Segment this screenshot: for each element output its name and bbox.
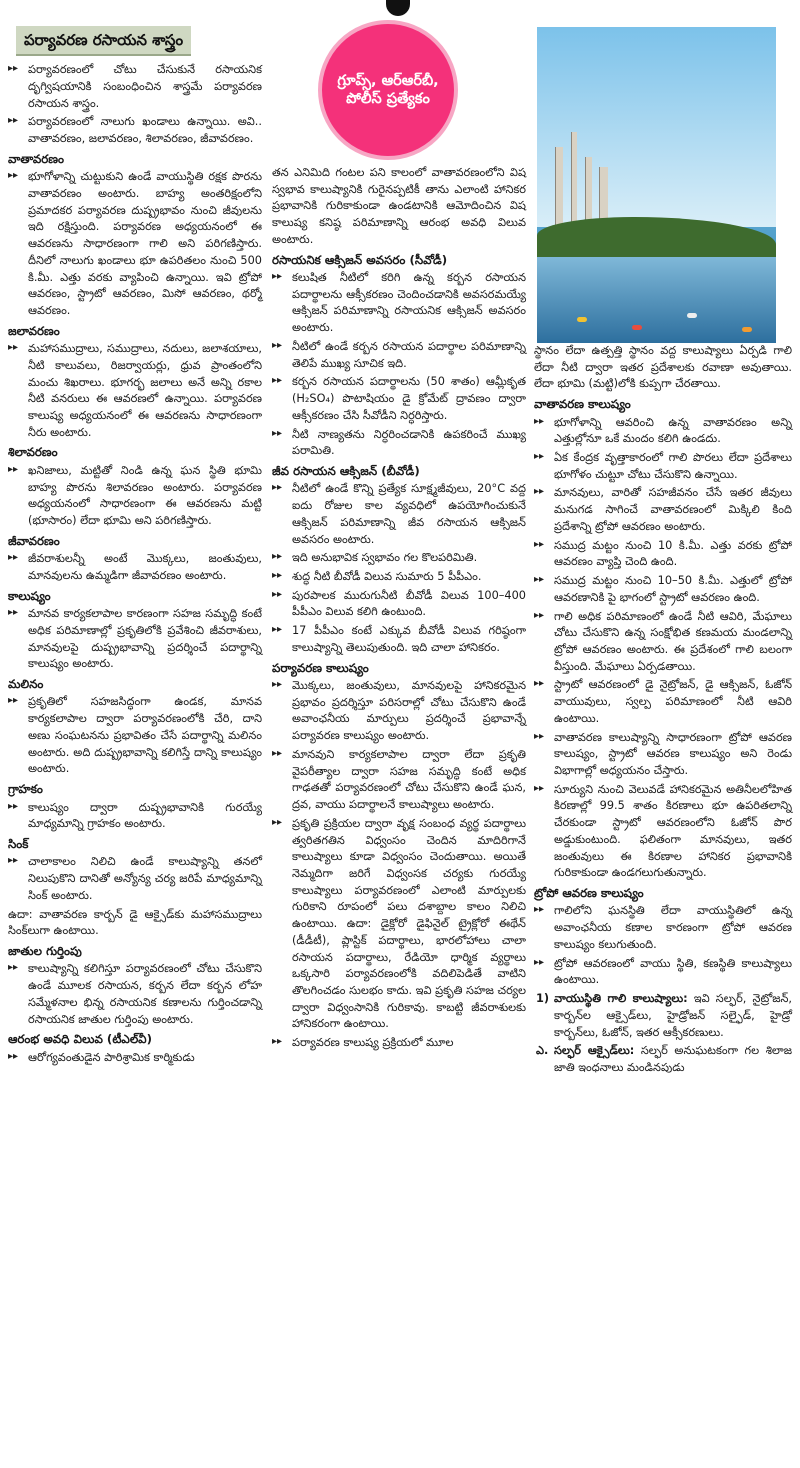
column-3 (534, 343, 792, 1079)
bullet-item (272, 678, 526, 745)
double-arrow-bullet-icon: ▸▸ (534, 782, 545, 794)
column-2 (272, 165, 526, 1054)
bullet-text: ఇది అనుభావిక స్వభావం గల కొలపరిమితి. (292, 551, 478, 565)
bullet-text: మానవులు, వారితో సహజీవనం చేసే ఇతర జీవులు మనుగడ సాగించే వాతావరణంలో మిక్కిలి కింది ప్రదేశాన్ని ట్రోపో ఆవరణం అంటారు. (554, 486, 792, 533)
bullet-text: స్ట్రాటో ఆవరణంలో డై నైట్రోజన్, డై ఆక్సిజన్, ఓజోన్ వాయువులు, స్వల్ప పరిమాణంలో నీటి ఆవిరి ఉంటాయి. (554, 678, 792, 725)
bullet-item (8, 606, 262, 673)
bullet-item (8, 800, 262, 833)
bullet-text: శుద్ధ నీటి బీవోడీ విలువ సుమారు 5 పీపీఎం. (292, 570, 482, 583)
page-title: పర్యావరణ రసాయన శాస్త్రం (16, 26, 191, 56)
section-heading: రసాయనిక ఆక్సిజన్ అవసరం (సీవోడీ) (272, 252, 448, 267)
bullet-text: కాలుష్యాన్ని కలిగిస్తూ పర్యావరణంలో చోటు చేసుకొని ఉండే మూలక రసాయన, కర్బన లేదా కర్బన లోహ సమ్మేళనాల భిన్న రసాయనిక కణాలను గుర్తించడాన్ని రసాయనిక జాతుల గుర్తింపు అంటారు. (28, 962, 262, 1026)
bullet-item (534, 956, 792, 989)
bullet-item (534, 609, 792, 676)
double-arrow-bullet-icon: ▸▸ (272, 570, 283, 581)
bullet-item (8, 961, 262, 1028)
bullet-item (272, 816, 526, 1033)
section-heading: కాలుష్యం (8, 588, 51, 603)
section-heading: ట్రోపో ఆవరణ కాలుష్యం (534, 886, 644, 901)
numbered-item (534, 1043, 792, 1076)
bullet-text: పర్యావరణంలో చోటు చేసుకునే రసాయనిక దృగ్విషయానికి సంబంధించిన శాస్త్రమే పర్యావరణ రసాయన శాస్త్రం. (28, 63, 262, 110)
bullet-text: చాలాకాలం నిలిచి ఉండే కాలుష్యాన్ని తనలో నిలుపుకొని దానితో అన్యోన్య చర్య జరిపే మాధ్యమాన్ని సింక్ అంటారు. (28, 855, 262, 902)
paragraph: తన ఎనిమిది గంటల పని కాలంలో వాతావరణంలోని విష స్వభావ కాలుష్యానికి గురైనప్పటికీ తాను ఎలాంటి హానికర ప్రభావానికి గురికాకుండా ఉండటానికి ఆమోదించిన విష కాలుష్య కనిష్ఠ పరిమాణాన్ని ఆరంభ అవధి విలువ అంటారు. (272, 166, 526, 246)
bullet-text: ఆరోగ్యవంతుడైన పారిశ్రామిక కార్మికుడు (28, 1050, 195, 1064)
double-arrow-bullet-icon: ▸▸ (534, 956, 545, 968)
item-number: 1) (536, 992, 550, 1006)
bullet-item (8, 463, 262, 530)
bullet-item (534, 538, 792, 571)
section-heading: మలినం (8, 677, 44, 692)
bullet-item (8, 114, 262, 147)
double-arrow-bullet-icon: ▸▸ (8, 962, 19, 974)
double-arrow-bullet-icon: ▸▸ (8, 115, 19, 127)
bullet-item (272, 481, 526, 548)
double-arrow-bullet-icon: ▸▸ (272, 588, 283, 600)
double-arrow-bullet-icon: ▸▸ (8, 800, 19, 812)
section-heading: సింక్ (8, 836, 29, 851)
double-arrow-bullet-icon: ▸▸ (8, 552, 19, 564)
section-heading: శిలావరణం (8, 445, 58, 460)
bullet-text: పురపాలక మురుగునీటి బీవోడీ విలువ 100–400 పీపీఎం విలువ కలిగి ఉంటుంది. (292, 588, 526, 619)
double-arrow-bullet-icon: ▸▸ (534, 678, 545, 690)
double-arrow-bullet-icon: ▸▸ (534, 415, 545, 427)
double-arrow-bullet-icon: ▸▸ (272, 747, 283, 759)
bullet-text: ప్రకృతిలో సహజసిద్ధంగా ఉండక, మానవ కార్యకలాపాల ద్వారా పర్యావరణంలోకి చేరి, దాని అణు సంఘటనను ప్రభావితం చేసే పదార్థాన్ని మలినం అంటారు. అది దుష్ప్రభావాన్ని కలిగిస్తే దాన్ని కాలుష్యం అంటారు. (28, 695, 262, 776)
bullet-item (8, 854, 262, 904)
double-arrow-bullet-icon: ▸▸ (534, 451, 545, 463)
section-heading: జాతుల గుర్తింపు (8, 944, 82, 958)
section-heading: జీవ రసాయన ఆక్సిజన్ (బీవోడీ) (272, 463, 420, 478)
masthead-mark (386, 0, 410, 16)
section-heading: వాతావరణం (8, 151, 65, 166)
bullet-text: సముద్ర మట్టం నుంచి 10 కి.మీ. ఎత్తు వరకు ట్రోపో ఆవరణం వ్యాప్తి చెంది ఉంది. (554, 538, 792, 569)
bullet-text: నీటిలో ఉండే కొన్ని ప్రత్యేక సూక్ష్మజీవులు, 20°C వద్ద ఐదు రోజుల కాల వ్యవధిలో ఉపయోగించుకునే ఆక్సిజన్ పరిమాణాన్ని జీవ రసాయన ఆక్సిజన్ అవసరం అంటారు. (292, 482, 526, 546)
photo-water (537, 257, 776, 343)
bullet-text: కాలుష్యం ద్వారా దుష్ప్రభావానికి గురయ్యే మాధ్యమాన్ని గ్రాహకం అంటారు. (28, 800, 262, 831)
double-arrow-bullet-icon: ▸▸ (534, 609, 545, 621)
double-arrow-bullet-icon: ▸▸ (8, 607, 19, 619)
double-arrow-bullet-icon: ▸▸ (534, 904, 545, 916)
section-heading: వాతావరణ కాలుష్యం (534, 397, 631, 412)
section-heading: గ్రాహకం (8, 782, 43, 797)
double-arrow-bullet-icon: ▸▸ (272, 339, 283, 351)
bullet-item (272, 374, 526, 424)
bullet-item (8, 169, 262, 319)
bullet-item (8, 694, 262, 778)
photo-litter (632, 325, 642, 330)
bullet-text: మొక్కలు, జంతువులు, మానవులపై హానికరమైన ప్రభావం ప్రదర్శిస్తూ పరిసరాల్లో చోటు చేసుకొని ఉండే అవాంఛనీయ మార్పులు ప్రదర్శించే ప్రభావాన్నే పర్యావరణ కాలుష్యం అంటారు. (292, 679, 526, 743)
column-1-body (8, 62, 262, 1066)
item-label: వాయుస్థితి గాలి కాలుష్యాలు: (554, 992, 688, 1006)
bullet-item (8, 341, 262, 441)
double-arrow-bullet-icon: ▸▸ (272, 482, 283, 494)
double-arrow-bullet-icon: ▸▸ (8, 63, 19, 75)
bullet-item (272, 588, 526, 621)
bullet-text: మానవుని కార్యకలాపాల ద్వారా లేదా ప్రకృతి వైపరీత్యాల ద్వారా సహజ సమృద్ధి కంటే అధిక గాఢతతో పర్యావరణంలో చోటు చేసుకొని ఉండే ఘన, ద్రవ, వాయు పదార్థాలనే కాలుష్యాలు అంటారు. (292, 747, 526, 812)
bullet-text: ఖనిజాలు, మట్టితో నిండి ఉన్న ఘన స్థితి భూమి బాహ్య పొరను శిలావరణం అంటారు. పర్యావరణ అధ్యయనంలో సాధారణంగా ఈ ఆవరణను మట్టి (భూసారం) లేదా భూమి అని పరిగణిస్తారు. (28, 463, 262, 528)
bullet-item (534, 782, 792, 882)
bullet-text: కలుషిత నీటిలో కరిగి ఉన్న కర్బన రసాయన పదార్థాలను ఆక్సీకరణం చెందించడానికి అవసరమయ్యే ఆక్సిజన్ పరిమాణాన్ని రసాయనిక ఆక్సిజన్ అవసరం అంటారు. (292, 271, 526, 335)
double-arrow-bullet-icon: ▸▸ (8, 1050, 19, 1062)
double-arrow-bullet-icon: ▸▸ (8, 463, 19, 475)
bullet-text: నీటిలో ఉండే కర్బన రసాయన పదార్థాల పరిమాణాన్ని తెలిపే ముఖ్య సూచిక ఇది. (292, 339, 526, 370)
double-arrow-bullet-icon: ▸▸ (534, 538, 545, 550)
bullet-text: కర్బన రసాయన పదార్థాలను (50 శాతం) ఆమ్లీకృత (H₂SO₄) పొటాషియం డై క్రోమేట్ ద్రావణం ద్వారా ఆక్సీకరణం చేసి సీవోడీని నిర్ధరిస్తారు. (292, 375, 526, 422)
section-heading: జీవావరణం (8, 533, 60, 548)
double-arrow-bullet-icon: ▸▸ (272, 375, 283, 387)
section-heading: జలావరణం (8, 323, 60, 338)
double-arrow-bullet-icon: ▸▸ (272, 271, 283, 283)
double-arrow-bullet-icon: ▸▸ (272, 1036, 283, 1048)
bullet-item (272, 339, 526, 372)
pollution-photo (537, 27, 776, 343)
double-arrow-bullet-icon: ▸▸ (534, 730, 545, 742)
photo-chimney (555, 147, 563, 227)
photo-litter (577, 317, 587, 322)
double-arrow-bullet-icon: ▸▸ (8, 170, 19, 182)
bullet-text: గాలిలోని ఘనస్థితి లేదా వాయుస్థితిలో ఉన్న అవాంఛనీయ కణాల కారణంగా ట్రోపో ఆవరణ కాలుష్యం కలుగుతుంది. (554, 904, 792, 951)
bullet-text: వాతావరణ కాలుష్యాన్ని సాధారణంగా ట్రోపో ఆవరణ కాలుష్యం, స్ట్రాటో ఆవరణ కాలుష్యం అని రెండు విభాగాల్లో అధ్యయనం చేస్తారు. (554, 730, 792, 777)
bullet-text: భూగోళాన్ని చుట్టుకుని ఉండే వాయుస్థితి రక్షక పొరను వాతావరణం అంటారు. బాహ్య అంతరిక్షంలోని ప్రమాదకర పర్యావరణ దుష్ప్రభావం నుంచి జీవులను ఇది రక్షిస్తుంది. పర్యావరణ అధ్యయనంలో ఈ ఆవరణను సాధారణంగా గాలి అని పరిగణిస్తారు. దీనిలో నాలుగు ఖండాలు భూ ఉపరితలం నుంచి 500 కి.మీ. ఎత్తు వరకు వ్యాపించి ఉన్నాయి. ఇవి ట్రోపో ఆవరణం, స్ట్రాటో ఆవరణం, మిసో ఆవరణం, థర్మో ఆవరణం. (28, 170, 262, 317)
double-arrow-bullet-icon: ▸▸ (8, 695, 19, 707)
bullet-item (534, 903, 792, 953)
bullet-text: ఏక కేంద్రక వృత్తాకారంలో గాలి పొరలు లేదా ప్రదేశాలు భూగోళం చుట్టూ చోటు చేసుకొని ఉన్నాయి. (554, 451, 792, 481)
column-2-body (272, 165, 526, 1052)
bullet-text: మహాసముద్రాలు, సముద్రాలు, నదులు, జలాశయాలు, నీటి కాలువలు, రిజర్వాయర్లు, ధ్రువ ప్రాంతంలోని మంచు శిఖరాలు. భూగర్భ జలాలు అనే అన్ని రకాల నీటి వనరులు ఈ ఆవరణలో ఉన్నాయి. పర్యావరణ కాలుష్య అధ్యయనంలో ఈ ఆవరణను సాధారణంగా నీరు అంటారు. (28, 342, 262, 439)
bullet-item (272, 1035, 526, 1052)
item-text: సల్ఫర్ అనుఘటకంగా గల శిలాజ జాతి ఇంధనాలు మండినపుడు (554, 1044, 792, 1074)
double-arrow-bullet-icon: ▸▸ (272, 816, 283, 828)
photo-chimney (585, 157, 592, 227)
bullet-item (272, 270, 526, 337)
bullet-text: జీవరాశులన్నీ అంటే మొక్కలు, జంతువులు, మానవులను ఉమ్మడిగా జీవావరణం అంటారు. (28, 552, 262, 582)
double-arrow-bullet-icon: ▸▸ (272, 427, 283, 439)
bullet-text: పర్యావరణంలో నాలుగు ఖండాలు ఉన్నాయి. అవి.. వాతావరణం, జలావరణం, శిలావరణం, జీవావరణం. (28, 115, 262, 146)
bullet-text: భూగోళాన్ని ఆవరించి ఉన్న వాతావరణం అన్ని ఎత్తుల్లోనూ ఒకే మందం కలిగి ఉండదు. (554, 415, 792, 446)
double-arrow-bullet-icon: ▸▸ (8, 855, 19, 867)
bullet-text: ట్రోపో ఆవరణంలో వాయు స్థితి, కణస్థితి కాలుష్యాలు ఉంటాయి. (554, 956, 792, 987)
bullet-text: నీటి నాణ్యతను నిర్ధరించడానికి ఉపకరించే ముఖ్య పరామితి. (292, 427, 526, 458)
photo-chimney (571, 132, 577, 227)
column-1 (8, 22, 262, 1069)
bullet-text: ప్రకృతి ప్రక్రియల ద్వారా వృక్ష సంబంధ వ్యర్థ పదార్థాలు త్వరితగతిన విధ్వంసం చెందిన మాదిరిగానే కాలుష్యాలు కూడా విధ్వంసం చెందుతాయి. అయితే నెమ్మదిగా జరిగే విధ్వంసక చర్యకు గురయ్యే కాలుష్యాలు పర్యావరణంలో ఎలాంటి మార్పులకు గురికాని రూపంలో పలు దశాబ్దాల కాలం నిలిచి ఉంటాయి. ఉదా: డైక్లోరో డైఫినైల్ ట్రైక్లోరో ఈథేన్ (డీడీటీ), ప్లాస్టిక్ పదార్థాలు, భారలోహాలు చాలా రసాయన పదార్థాలు, రేడియో ధార్మిక వ్యర్థాలు ఒక్కసారి పర్యావరణంలోకి వదిలిపెడితే వాటిని తొలగించడం సులభం కాదు. ఇవి ప్రకృతి సహజ చర్యల ద్వారా విధ్వంసానికి గురికావు. కాబట్టి జీవరాశులకు హానికరంగా ఉంటాయి. (292, 816, 526, 1031)
item-number: ఎ. (536, 1044, 549, 1058)
double-arrow-bullet-icon: ▸▸ (8, 342, 19, 354)
bullet-item (534, 730, 792, 780)
badge-text: గ్రూప్స్, ఆర్‌ఆర్‌బీ, పోలీస్ ప్రత్యేకం (337, 72, 439, 107)
bullet-item (272, 623, 526, 656)
bullet-item (272, 747, 526, 814)
bullet-item (272, 550, 526, 567)
bullet-item (534, 677, 792, 727)
double-arrow-bullet-icon: ▸▸ (534, 486, 545, 498)
section-heading: పర్యావరణ కాలుష్యం (272, 660, 369, 675)
column-3-body (534, 343, 792, 1077)
bullet-item (8, 1050, 262, 1067)
bullet-item (8, 62, 262, 112)
paragraph: స్థానం లేదా ఉత్పత్తి స్థానం వద్ద కాలుష్యాలు ఏర్పడి గాలి లేదా నీటి ద్వారా ఇతర ప్రదేశాలకు రవాణా అవుతాయి. లేదా భూమి (మట్టి)లోకి కుప్పగా చేరతాయి. (534, 344, 792, 391)
bullet-text: మానవ కార్యకలాపాల కారణంగా సహజ సమృద్ధి కంటే అధిక పరిమాణాల్లో ప్రకృతిలోకి ప్రవేశించి జీవరాశులు, మానవులపై దుష్ప్రభావాన్ని ప్రదర్శించే పదార్థాన్ని కాలుష్యం అంటారు. (28, 607, 262, 671)
bullet-item (534, 485, 792, 535)
item-label: సల్ఫర్ ఆక్సైడ్‌లు: (554, 1044, 635, 1058)
double-arrow-bullet-icon: ▸▸ (272, 551, 283, 563)
bullet-item (272, 427, 526, 460)
bullet-text: సూర్యుని నుంచి వెలువడే హానికరమైన అతినీలలోహిత కిరణాల్లో 99.5 శాతం కిరణాలు భూ ఉపరితలాన్ని చేరకుండా స్ట్రాటో ఆవరణంలోని ఓజోన్ పొర అడ్డుకుంటుంది. ఫలితంగా మానవులు, ఇతర జంతువులు ఈ కిరణాల హానికర ప్రభావానికి గురికాకుండా ఉండగలుగుతున్నారు. (554, 782, 792, 880)
bullet-text: పర్యావరణ కాలుష్య ప్రక్రియలో మూల (292, 1036, 454, 1050)
paragraph: ఉదా: వాతావరణ కార్బన్ డై ఆక్సైడ్‌కు మహాసముద్రాలు సింక్‌లుగా ఉంటాయి. (8, 907, 262, 938)
bullet-item (8, 551, 262, 584)
bullet-item (534, 573, 792, 606)
photo-litter (742, 327, 752, 332)
bullet-text: గాలి అధిక పరిమాణంలో ఉండే నీటి ఆవిరి, మేఘాలు చోటు చేసుకొని ఉన్న సంక్షోభిత కణమయ మండలాన్ని ట్రోపో ఆవరణం అంటారు. ఈ ప్రదేశంలో గాలి బలంగా వీస్తుంది. మేఘాలు ఏర్పడతాయి. (554, 609, 792, 673)
double-arrow-bullet-icon: ▸▸ (534, 574, 545, 586)
section-heading: ఆరంభ అవధి విలువ (టీఎల్‌వీ) (8, 1032, 152, 1047)
special-badge (318, 20, 458, 160)
bullet-item (272, 569, 526, 586)
bullet-text: సముద్ర మట్టం నుంచి 10–50 కి.మీ. ఎత్తులో ట్రోపో ఆవరణానికి పై భాగంలో స్ట్రాటో ఆవరణం ఉంది. (554, 574, 792, 604)
numbered-item (534, 991, 792, 1041)
bullet-item (534, 450, 792, 483)
bullet-item (534, 415, 792, 448)
double-arrow-bullet-icon: ▸▸ (272, 679, 283, 691)
item-text: ఇవి సల్ఫర్, నైట్రోజన్, కార్బన్‌ల ఆక్సైడ్‌లు, హైడ్రోజన్ సల్ఫైడ్, హైడ్రో కార్బన్‌లు, ఓజోన్, ఇతర ఆక్సీకరణులు. (554, 992, 792, 1039)
photo-litter (687, 313, 697, 318)
double-arrow-bullet-icon: ▸▸ (272, 624, 283, 636)
bullet-text: 17 పీపీఎం కంటే ఎక్కువ బీవోడీ విలువ గరిష్ఠంగా కాలుష్యాన్ని తెలుపుతుంది. ఇది చాలా హానికరం. (292, 624, 526, 654)
